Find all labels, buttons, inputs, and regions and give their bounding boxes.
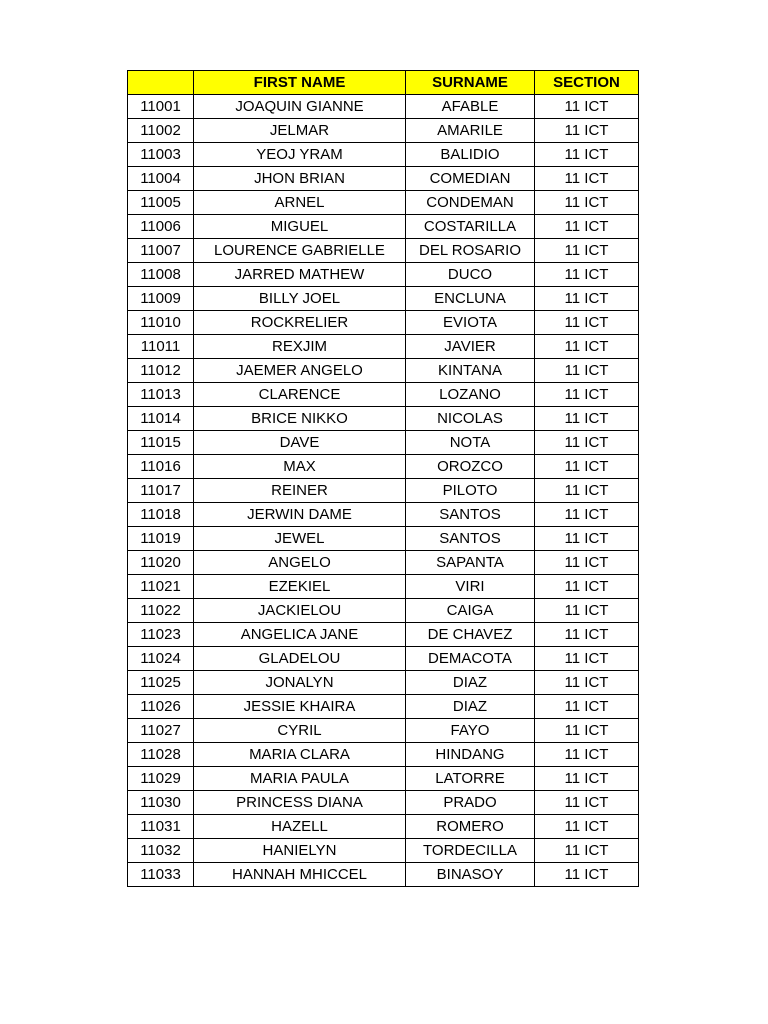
table-row xyxy=(128,719,639,743)
surname-cell: PRADO xyxy=(406,791,535,815)
surname-cell: DEL ROSARIO xyxy=(406,239,535,263)
student-id-cell: 11021 xyxy=(128,575,194,599)
section-cell: 11 ICT xyxy=(535,839,639,863)
student-id-cell: 11004 xyxy=(128,167,194,191)
table-row xyxy=(128,335,639,359)
section-cell: 11 ICT xyxy=(535,455,639,479)
first-name-cell: HANIELYN xyxy=(194,839,406,863)
table-row xyxy=(128,95,639,119)
first-name-cell: MAX xyxy=(194,455,406,479)
first-name-cell: HANNAH MHICCEL xyxy=(194,863,406,887)
student-id-cell: 11015 xyxy=(128,431,194,455)
surname-cell: DUCO xyxy=(406,263,535,287)
surname-cell: JAVIER xyxy=(406,335,535,359)
surname-cell: COSTARILLA xyxy=(406,215,535,239)
surname-cell: BALIDIO xyxy=(406,143,535,167)
student-id-cell: 11001 xyxy=(128,95,194,119)
student-id-cell: 11025 xyxy=(128,671,194,695)
section-cell: 11 ICT xyxy=(535,311,639,335)
student-id-cell: 11033 xyxy=(128,863,194,887)
table-row xyxy=(128,167,639,191)
table-row xyxy=(128,431,639,455)
section-cell: 11 ICT xyxy=(535,335,639,359)
table-row xyxy=(128,287,639,311)
student-id-cell: 11002 xyxy=(128,119,194,143)
student-id-cell: 11024 xyxy=(128,647,194,671)
table-row xyxy=(128,455,639,479)
student-id-cell: 11008 xyxy=(128,263,194,287)
section-cell: 11 ICT xyxy=(535,143,639,167)
student-id-cell: 11029 xyxy=(128,767,194,791)
first-name-cell: JOAQUIN GIANNE xyxy=(194,95,406,119)
table-row xyxy=(128,383,639,407)
header-first-name: FIRST NAME xyxy=(194,71,406,95)
table-row xyxy=(128,575,639,599)
header-section: SECTION xyxy=(535,71,639,95)
first-name-cell: REXJIM xyxy=(194,335,406,359)
surname-cell: CAIGA xyxy=(406,599,535,623)
surname-cell: FAYO xyxy=(406,719,535,743)
surname-cell: OROZCO xyxy=(406,455,535,479)
table-row xyxy=(128,119,639,143)
section-cell: 11 ICT xyxy=(535,671,639,695)
first-name-cell: MARIA CLARA xyxy=(194,743,406,767)
surname-cell: AFABLE xyxy=(406,95,535,119)
section-cell: 11 ICT xyxy=(535,743,639,767)
first-name-cell: MARIA PAULA xyxy=(194,767,406,791)
first-name-cell: CLARENCE xyxy=(194,383,406,407)
student-id-cell: 11019 xyxy=(128,527,194,551)
first-name-cell: JONALYN xyxy=(194,671,406,695)
student-id-cell: 11020 xyxy=(128,551,194,575)
section-cell: 11 ICT xyxy=(535,695,639,719)
student-id-cell: 11031 xyxy=(128,815,194,839)
table-body xyxy=(128,95,639,887)
section-cell: 11 ICT xyxy=(535,191,639,215)
section-cell: 11 ICT xyxy=(535,431,639,455)
student-id-cell: 11018 xyxy=(128,503,194,527)
first-name-cell: GLADELOU xyxy=(194,647,406,671)
section-cell: 11 ICT xyxy=(535,767,639,791)
first-name-cell: JAEMER ANGELO xyxy=(194,359,406,383)
first-name-cell: BILLY JOEL xyxy=(194,287,406,311)
section-cell: 11 ICT xyxy=(535,167,639,191)
surname-cell: LOZANO xyxy=(406,383,535,407)
table-row xyxy=(128,815,639,839)
section-cell: 11 ICT xyxy=(535,407,639,431)
section-cell: 11 ICT xyxy=(535,215,639,239)
section-cell: 11 ICT xyxy=(535,719,639,743)
first-name-cell: JHON BRIAN xyxy=(194,167,406,191)
first-name-cell: ROCKRELIER xyxy=(194,311,406,335)
surname-cell: PILOTO xyxy=(406,479,535,503)
section-cell: 11 ICT xyxy=(535,599,639,623)
student-id-cell: 11010 xyxy=(128,311,194,335)
table-row xyxy=(128,479,639,503)
table-row xyxy=(128,743,639,767)
surname-cell: NOTA xyxy=(406,431,535,455)
surname-cell: ROMERO xyxy=(406,815,535,839)
section-cell: 11 ICT xyxy=(535,527,639,551)
table-row xyxy=(128,263,639,287)
section-cell: 11 ICT xyxy=(535,359,639,383)
student-id-cell: 11026 xyxy=(128,695,194,719)
student-id-cell: 11032 xyxy=(128,839,194,863)
surname-cell: SANTOS xyxy=(406,503,535,527)
student-id-cell: 11005 xyxy=(128,191,194,215)
surname-cell: DE CHAVEZ xyxy=(406,623,535,647)
table-row xyxy=(128,551,639,575)
table-row xyxy=(128,407,639,431)
student-id-cell: 11028 xyxy=(128,743,194,767)
section-cell: 11 ICT xyxy=(535,551,639,575)
section-cell: 11 ICT xyxy=(535,383,639,407)
surname-cell: EVIOTA xyxy=(406,311,535,335)
first-name-cell: ANGELO xyxy=(194,551,406,575)
section-cell: 11 ICT xyxy=(535,791,639,815)
surname-cell: BINASOY xyxy=(406,863,535,887)
surname-cell: NICOLAS xyxy=(406,407,535,431)
surname-cell: TORDECILLA xyxy=(406,839,535,863)
table-row xyxy=(128,671,639,695)
student-id-cell: 11007 xyxy=(128,239,194,263)
surname-cell: DIAZ xyxy=(406,695,535,719)
header-row xyxy=(128,71,639,95)
first-name-cell: REINER xyxy=(194,479,406,503)
table-row xyxy=(128,239,639,263)
section-cell: 11 ICT xyxy=(535,815,639,839)
section-cell: 11 ICT xyxy=(535,575,639,599)
first-name-cell: YEOJ YRAM xyxy=(194,143,406,167)
surname-cell: ENCLUNA xyxy=(406,287,535,311)
student-id-cell: 11016 xyxy=(128,455,194,479)
first-name-cell: CYRIL xyxy=(194,719,406,743)
table-row xyxy=(128,647,639,671)
first-name-cell: DAVE xyxy=(194,431,406,455)
section-cell: 11 ICT xyxy=(535,287,639,311)
student-id-cell: 11006 xyxy=(128,215,194,239)
table-row xyxy=(128,191,639,215)
table-row xyxy=(128,215,639,239)
section-cell: 11 ICT xyxy=(535,239,639,263)
student-id-cell: 11003 xyxy=(128,143,194,167)
surname-cell: SAPANTA xyxy=(406,551,535,575)
student-id-cell: 11023 xyxy=(128,623,194,647)
table-row xyxy=(128,839,639,863)
student-id-cell: 11017 xyxy=(128,479,194,503)
section-cell: 11 ICT xyxy=(535,479,639,503)
surname-cell: CONDEMAN xyxy=(406,191,535,215)
header-surname: SURNAME xyxy=(406,71,535,95)
student-id-cell: 11012 xyxy=(128,359,194,383)
first-name-cell: LOURENCE GABRIELLE xyxy=(194,239,406,263)
surname-cell: HINDANG xyxy=(406,743,535,767)
first-name-cell: ARNEL xyxy=(194,191,406,215)
first-name-cell: JACKIELOU xyxy=(194,599,406,623)
section-cell: 11 ICT xyxy=(535,95,639,119)
student-id-cell: 11014 xyxy=(128,407,194,431)
table-row xyxy=(128,863,639,887)
first-name-cell: ANGELICA JANE xyxy=(194,623,406,647)
table-row xyxy=(128,767,639,791)
table-row xyxy=(128,599,639,623)
surname-cell: SANTOS xyxy=(406,527,535,551)
table-row xyxy=(128,527,639,551)
surname-cell: DIAZ xyxy=(406,671,535,695)
student-id-cell: 11011 xyxy=(128,335,194,359)
first-name-cell: JARRED MATHEW xyxy=(194,263,406,287)
table-row xyxy=(128,143,639,167)
section-cell: 11 ICT xyxy=(535,263,639,287)
surname-cell: COMEDIAN xyxy=(406,167,535,191)
surname-cell: KINTANA xyxy=(406,359,535,383)
section-cell: 11 ICT xyxy=(535,647,639,671)
student-id-cell: 11027 xyxy=(128,719,194,743)
section-cell: 11 ICT xyxy=(535,863,639,887)
header-id xyxy=(128,71,194,95)
section-cell: 11 ICT xyxy=(535,623,639,647)
table-row xyxy=(128,311,639,335)
first-name-cell: MIGUEL xyxy=(194,215,406,239)
first-name-cell: PRINCESS DIANA xyxy=(194,791,406,815)
student-roster-table xyxy=(127,70,639,887)
student-id-cell: 11009 xyxy=(128,287,194,311)
student-id-cell: 11030 xyxy=(128,791,194,815)
first-name-cell: BRICE NIKKO xyxy=(194,407,406,431)
table-row xyxy=(128,359,639,383)
surname-cell: LATORRE xyxy=(406,767,535,791)
surname-cell: DEMACOTA xyxy=(406,647,535,671)
surname-cell: VIRI xyxy=(406,575,535,599)
table-row xyxy=(128,503,639,527)
section-cell: 11 ICT xyxy=(535,503,639,527)
table-row xyxy=(128,695,639,719)
table-row xyxy=(128,623,639,647)
first-name-cell: JERWIN DAME xyxy=(194,503,406,527)
section-cell: 11 ICT xyxy=(535,119,639,143)
first-name-cell: EZEKIEL xyxy=(194,575,406,599)
first-name-cell: JESSIE KHAIRA xyxy=(194,695,406,719)
first-name-cell: JELMAR xyxy=(194,119,406,143)
student-id-cell: 11013 xyxy=(128,383,194,407)
first-name-cell: HAZELL xyxy=(194,815,406,839)
table-header xyxy=(128,71,639,95)
table-row xyxy=(128,791,639,815)
surname-cell: AMARILE xyxy=(406,119,535,143)
first-name-cell: JEWEL xyxy=(194,527,406,551)
student-id-cell: 11022 xyxy=(128,599,194,623)
